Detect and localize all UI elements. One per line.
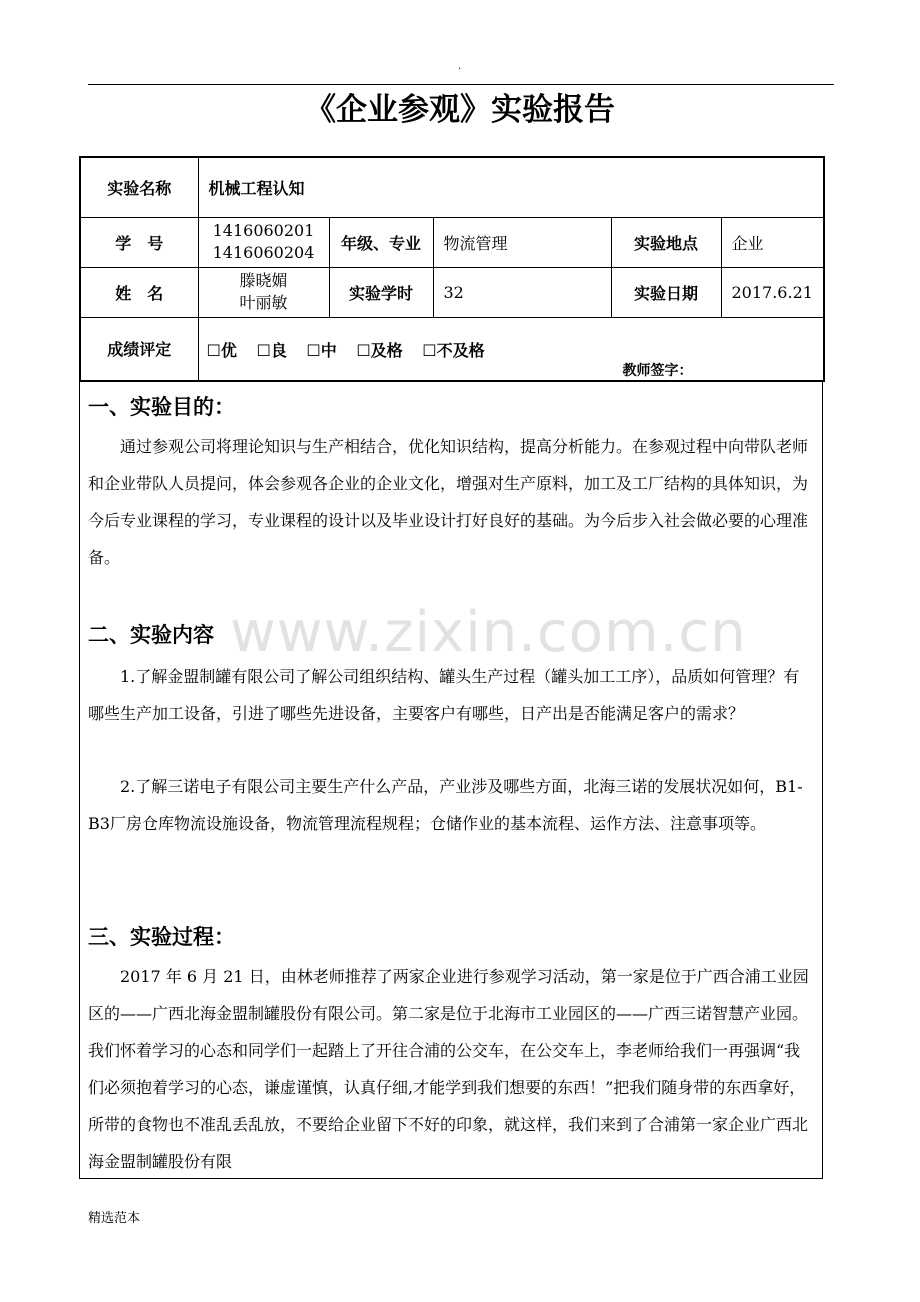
score-option-excellent[interactable]: ☐优 (206, 340, 237, 360)
watermark: www.zixin.com.cn (230, 600, 747, 665)
section-heading-purpose: 一、实验目的： (88, 395, 235, 419)
page-title: 《企业参观》实验报告 (305, 92, 615, 128)
score-options (207, 338, 499, 361)
student-id-cell (198, 217, 329, 267)
score-option-fail[interactable]: ☐不及格 (422, 340, 485, 360)
name-label: 姓 名 (80, 267, 198, 317)
exp-name-label: 实验名称 (80, 157, 198, 217)
name-2: 叶丽敏 (239, 293, 288, 312)
hours-label: 实验学时 (329, 267, 433, 317)
score-label: 成绩评定 (80, 317, 198, 381)
student-id-2: 1416060204 (212, 243, 315, 262)
row-experiment-name (80, 157, 824, 217)
paragraph-content-2: 2.了解三诺电子有限公司主要生产什么产品，产业涉及哪些方面，北海三诺的发展状况如何，B1-B3厂房仓库物流设施设备，物流管理流程规程；仓储作业的基本流程、运作方法、注意事项等。 (88, 777, 803, 833)
grade-major-value: 物流管理 (433, 217, 611, 267)
exp-name-value: 机械工程认知 (198, 157, 824, 217)
score-cell (198, 317, 824, 381)
paragraph-purpose: 通过参观公司将理论知识与生产相结合，优化知识结构，提高分析能力。在参观过程中向带队老师和企业带队人员提问，体会参观各企业的企业文化，增强对生产原料，加工及工厂结构的具体知识，为今后专业课程的学习，专业课程的设计以及毕业设计打好良好的基础。为今后步入社会做必要的心理准备。 (88, 437, 809, 567)
location-value: 企业 (721, 217, 824, 267)
row-score (80, 317, 824, 381)
paragraph-process: 2017 年 6 月 21 日，由林老师推荐了两家企业进行参观学习活动，第一家是位于广西合浦工业园区的——广西北海金盟制罐股份有限公司。第二家是位于北海市工业园区的——广西三诺智慧产业园。我们怀着学习的心态和同学们一起踏上了开往合浦的公交车，在公交车上，李老师给我们一再强调“我们必须抱着学习的心态，谦虚谨慎，认真仔细,才能学到我们想要的东西！”把我们随身带的东西拿好，所带的食物也不准乱丢乱放，不要给企业留下不好的印象，就这样，我们来到了合浦第一家企业广西北海金盟制罐股份有限 (88, 967, 809, 1171)
score-option-good[interactable]: ☐良 (256, 340, 287, 360)
info-table (79, 156, 825, 382)
score-option-pass[interactable]: ☐及格 (356, 340, 403, 360)
name-1: 滕晓媚 (239, 271, 288, 290)
header-rule (88, 84, 834, 85)
location-label: 实验地点 (611, 217, 721, 267)
student-id-label: 学 号 (80, 217, 198, 267)
hours-value: 32 (433, 267, 611, 317)
names-cell (198, 267, 329, 317)
teacher-sign-label: 教师签字： (622, 362, 693, 379)
section-heading-process: 三、实验过程： (88, 925, 235, 949)
score-option-medium[interactable]: ☐中 (306, 340, 337, 360)
footer-text: 精选范本 (88, 1211, 141, 1226)
student-id-1: 1416060201 (212, 221, 315, 240)
row-student-id (80, 217, 824, 267)
date-label: 实验日期 (611, 267, 721, 317)
row-name (80, 267, 824, 317)
header-mark: . (458, 61, 462, 72)
date-value: 2017.6.21 (721, 267, 824, 317)
section-heading-content: 二、实验内容 (88, 623, 214, 647)
grade-major-label: 年级、专业 (329, 217, 433, 267)
paragraph-content-1: 1.了解金盟制罐有限公司了解公司组织结构、罐头生产过程（罐头加工工序），品质如何管理？有哪些生产加工设备，引进了哪些先进设备，主要客户有哪些，日产出是否能满足客户的需求？ (88, 667, 800, 723)
